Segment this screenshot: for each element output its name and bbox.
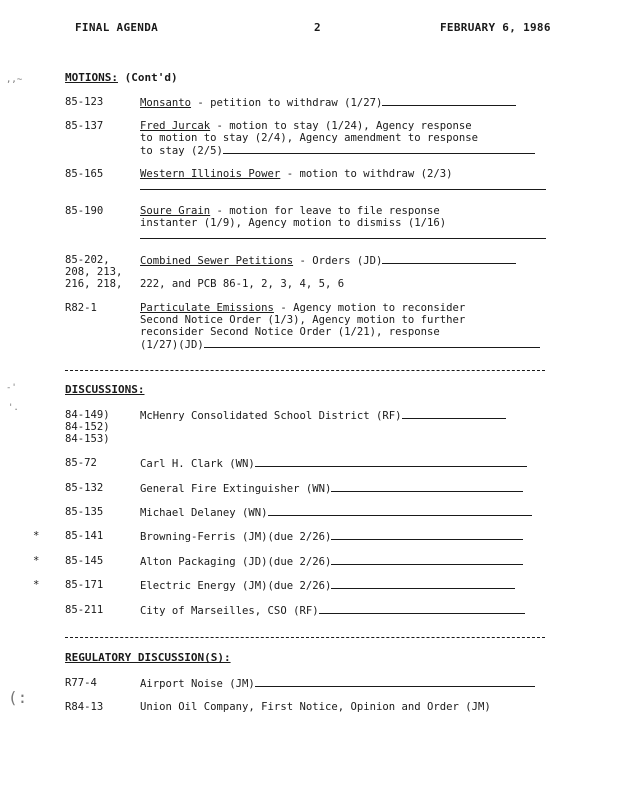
section-heading-motions: [65, 72, 178, 84]
discussion-text: [140, 482, 523, 495]
section-heading-regulatory: [65, 652, 231, 664]
case-name: McHenry Consolidated School District (RF): [140, 410, 402, 422]
motion-text-line: [140, 229, 546, 242]
docket-number: 85-137: [65, 120, 104, 132]
case-name: Michael Delaney (WN): [140, 507, 268, 519]
asterisk-marker: *: [33, 555, 40, 567]
section-label: REGULATORY DISCUSSION(S):: [65, 651, 231, 664]
discussion-text: [140, 457, 527, 470]
blank-line: [223, 144, 535, 154]
docket-number: 85-141: [65, 530, 104, 542]
motion-text-line: reconsider Second Notice Order (1/21), response: [140, 326, 440, 338]
case-name: Carl H. Clark (WN): [140, 458, 255, 470]
section-divider: [65, 370, 545, 371]
blank-line: [331, 579, 515, 589]
docket-number: 85-123: [65, 96, 104, 108]
case-title: Western Illinois Power: [140, 168, 281, 180]
blank-line: [319, 604, 525, 614]
case-title: Particulate Emissions: [140, 302, 274, 314]
case-title: Fred Jurcak: [140, 120, 211, 132]
page-number: 2: [314, 21, 321, 34]
docket-number: 85-202,: [65, 254, 110, 266]
blank-line: [140, 180, 546, 190]
agenda-title: FINAL AGENDA: [75, 21, 159, 34]
blank-line: [204, 338, 540, 348]
docket-number: 85-145: [65, 555, 104, 567]
section-heading-discussions: [65, 384, 144, 396]
scan-mark: -': [6, 383, 17, 393]
section-divider: [65, 637, 545, 638]
blank-line: [268, 506, 532, 516]
section-suffix: (Cont'd): [124, 71, 178, 84]
docket-number: 85-165: [65, 168, 104, 180]
motion-text-line: to motion to stay (2/4), Agency amendment to response: [140, 132, 479, 144]
blank-line: [382, 254, 516, 264]
discussion-text: [140, 604, 525, 617]
case-name: Electric Energy (JM)(due 2/26): [140, 580, 332, 592]
motion-text: [140, 302, 465, 314]
motion-text: [140, 168, 453, 180]
case-name: Browning-Ferris (JM)(due 2/26): [140, 531, 332, 543]
discussion-text: [140, 555, 523, 568]
motion-description: - motion for leave to file response: [210, 205, 440, 217]
blank-line: [331, 555, 523, 565]
case-name: City of Marseilles, CSO (RF): [140, 605, 319, 617]
case-title: Monsanto: [140, 97, 192, 109]
motion-description: - Orders (JD): [293, 255, 383, 267]
docket-number: 85-190: [65, 205, 104, 217]
docket-number: 85-135: [65, 506, 104, 518]
blank-line: [255, 457, 527, 467]
blank-line: [331, 482, 523, 492]
section-label: DISCUSSIONS:: [65, 383, 145, 396]
blank-line: [331, 530, 523, 540]
motion-text: [140, 205, 440, 217]
motion-description: - motion to withdraw (2/3): [280, 168, 453, 180]
case-title: Combined Sewer Petitions: [140, 255, 294, 267]
discussion-text: [140, 506, 532, 519]
docket-number: 85-72: [65, 457, 97, 469]
blank-line: [140, 229, 546, 239]
docket-number: 216, 218,: [65, 278, 123, 290]
docket-number: R82-1: [65, 302, 97, 314]
case-name: Alton Packaging (JD)(due 2/26): [140, 556, 332, 568]
docket-number: 84-152): [65, 421, 110, 433]
docket-number: 84-149): [65, 409, 110, 421]
case-title: Soure Grain: [140, 205, 211, 217]
motion-text-line: instanter (1/9), Agency motion to dismiss (1/16): [140, 217, 447, 229]
asterisk-marker: *: [33, 530, 40, 542]
blank-line: [402, 409, 506, 419]
motion-description: - Agency motion to reconsider: [273, 302, 466, 314]
motion-text-end: to stay (2/5): [140, 145, 223, 157]
docket-number: 85-132: [65, 482, 104, 494]
case-name: General Fire Extinguisher (WN): [140, 483, 332, 495]
motion-text-line: [140, 144, 535, 157]
docket-number: R84-13: [65, 701, 104, 713]
docket-number: 208, 213,: [65, 266, 123, 278]
agenda-date: FEBRUARY 6, 1986: [440, 21, 551, 34]
motion-text: [140, 96, 516, 109]
asterisk-marker: *: [33, 579, 40, 591]
blank-line: [382, 96, 516, 106]
docket-number: 84-153): [65, 433, 110, 445]
blank-line: [255, 677, 535, 687]
section-label: MOTIONS:: [65, 71, 118, 84]
motion-text: [140, 120, 472, 132]
docket-number: 85-171: [65, 579, 104, 591]
motion-text-line: Second Notice Order (1/3), Agency motion to further: [140, 314, 466, 326]
scan-mark: ,,~: [6, 75, 23, 85]
motion-description: - petition to withdraw (1/27): [191, 97, 383, 109]
scan-mark: (:: [8, 688, 28, 707]
motion-text-line: [140, 180, 546, 193]
scan-mark: '.: [8, 403, 19, 413]
motion-text: [140, 254, 516, 267]
discussion-text: [140, 530, 523, 543]
discussion-text: [140, 409, 506, 422]
motion-text-end: (1/27)(JD): [140, 339, 204, 351]
regulatory-text: [140, 677, 535, 690]
motion-text-line: [140, 338, 540, 351]
docket-number: 85-211: [65, 604, 104, 616]
discussion-text: [140, 579, 515, 592]
motion-description: - motion to stay (1/24), Agency response: [210, 120, 472, 132]
regulatory-text: Union Oil Company, First Notice, Opinion and Order (JM): [140, 701, 491, 713]
case-name: Airport Noise (JM): [140, 678, 255, 690]
docket-number: R77-4: [65, 677, 97, 689]
motion-text-line: 222, and PCB 86-1, 2, 3, 4, 5, 6: [140, 278, 345, 290]
